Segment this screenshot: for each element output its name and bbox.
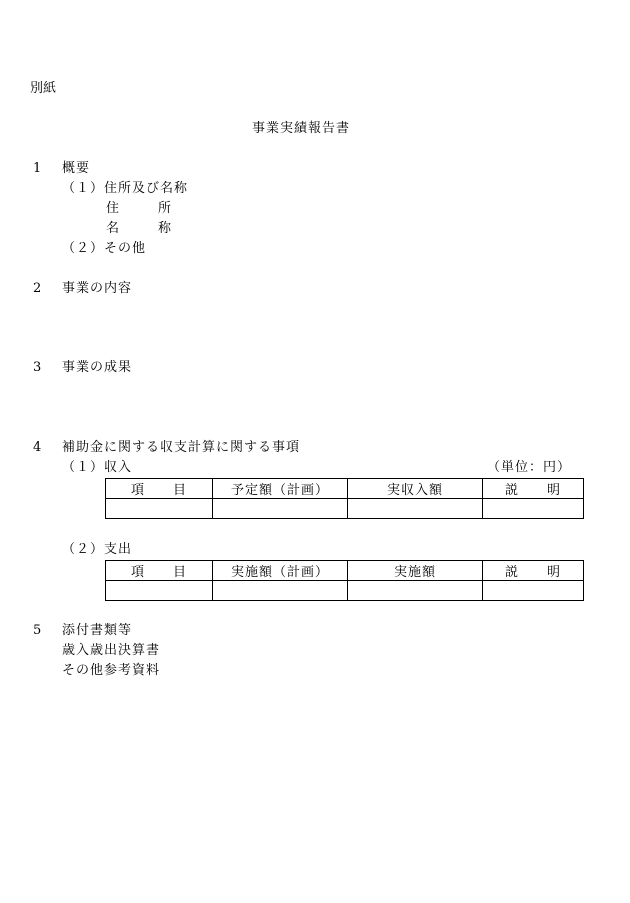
- table-cell[interactable]: [348, 581, 483, 601]
- section-4-number: 4: [33, 440, 42, 455]
- table-header-cell: 予定額（計画）: [213, 479, 348, 499]
- section-4-heading: 補助金に関する収支計算に関する事項: [62, 440, 301, 455]
- table-header-cell: 項 目: [106, 561, 213, 581]
- expense-label: （２）支出: [62, 542, 133, 557]
- section-1-number: 1: [33, 161, 42, 176]
- table-row: [106, 581, 584, 601]
- table-cell[interactable]: [483, 499, 584, 519]
- section-1-heading: 概要: [62, 161, 91, 176]
- attachment-item: その他参考資料: [62, 663, 161, 678]
- income-table: [105, 478, 584, 519]
- table-cell[interactable]: [348, 499, 483, 519]
- table-row: [106, 499, 584, 519]
- income-label: （１）収入: [62, 460, 133, 475]
- table-header-cell: 実施額（計画）: [213, 561, 348, 581]
- unit-label: （単位：円）: [487, 460, 572, 475]
- annex-label: 別紙: [30, 81, 57, 96]
- table-header-cell: 実施額: [348, 561, 483, 581]
- section-1-sub2: （２）その他: [62, 241, 147, 256]
- table-cell[interactable]: [106, 499, 213, 519]
- section-2-number: 2: [33, 281, 42, 296]
- section-5-heading: 添付書類等: [62, 623, 133, 638]
- table-cell[interactable]: [106, 581, 213, 601]
- page-title: 事業実績報告書: [252, 121, 351, 136]
- section-1-sub1: （１）住所及び名称: [62, 181, 189, 196]
- table-header-cell: 説 明: [483, 479, 584, 499]
- table-header-row: [106, 479, 584, 499]
- address-label: 住 所: [106, 201, 172, 216]
- table-cell[interactable]: [483, 581, 584, 601]
- section-2-heading: 事業の内容: [62, 281, 133, 296]
- table-header-row: [106, 561, 584, 581]
- table-header-cell: 説 明: [483, 561, 584, 581]
- table-cell[interactable]: [213, 581, 348, 601]
- attachment-item: 歳入歳出決算書: [62, 643, 161, 658]
- section-3-number: 3: [33, 360, 42, 375]
- expense-table: [105, 560, 584, 601]
- table-cell[interactable]: [213, 499, 348, 519]
- table-header-cell: 項 目: [106, 479, 213, 499]
- section-3-heading: 事業の成果: [62, 360, 133, 375]
- table-header-cell: 実収入額: [348, 479, 483, 499]
- name-label: 名 称: [106, 221, 172, 236]
- section-5-number: 5: [33, 623, 42, 638]
